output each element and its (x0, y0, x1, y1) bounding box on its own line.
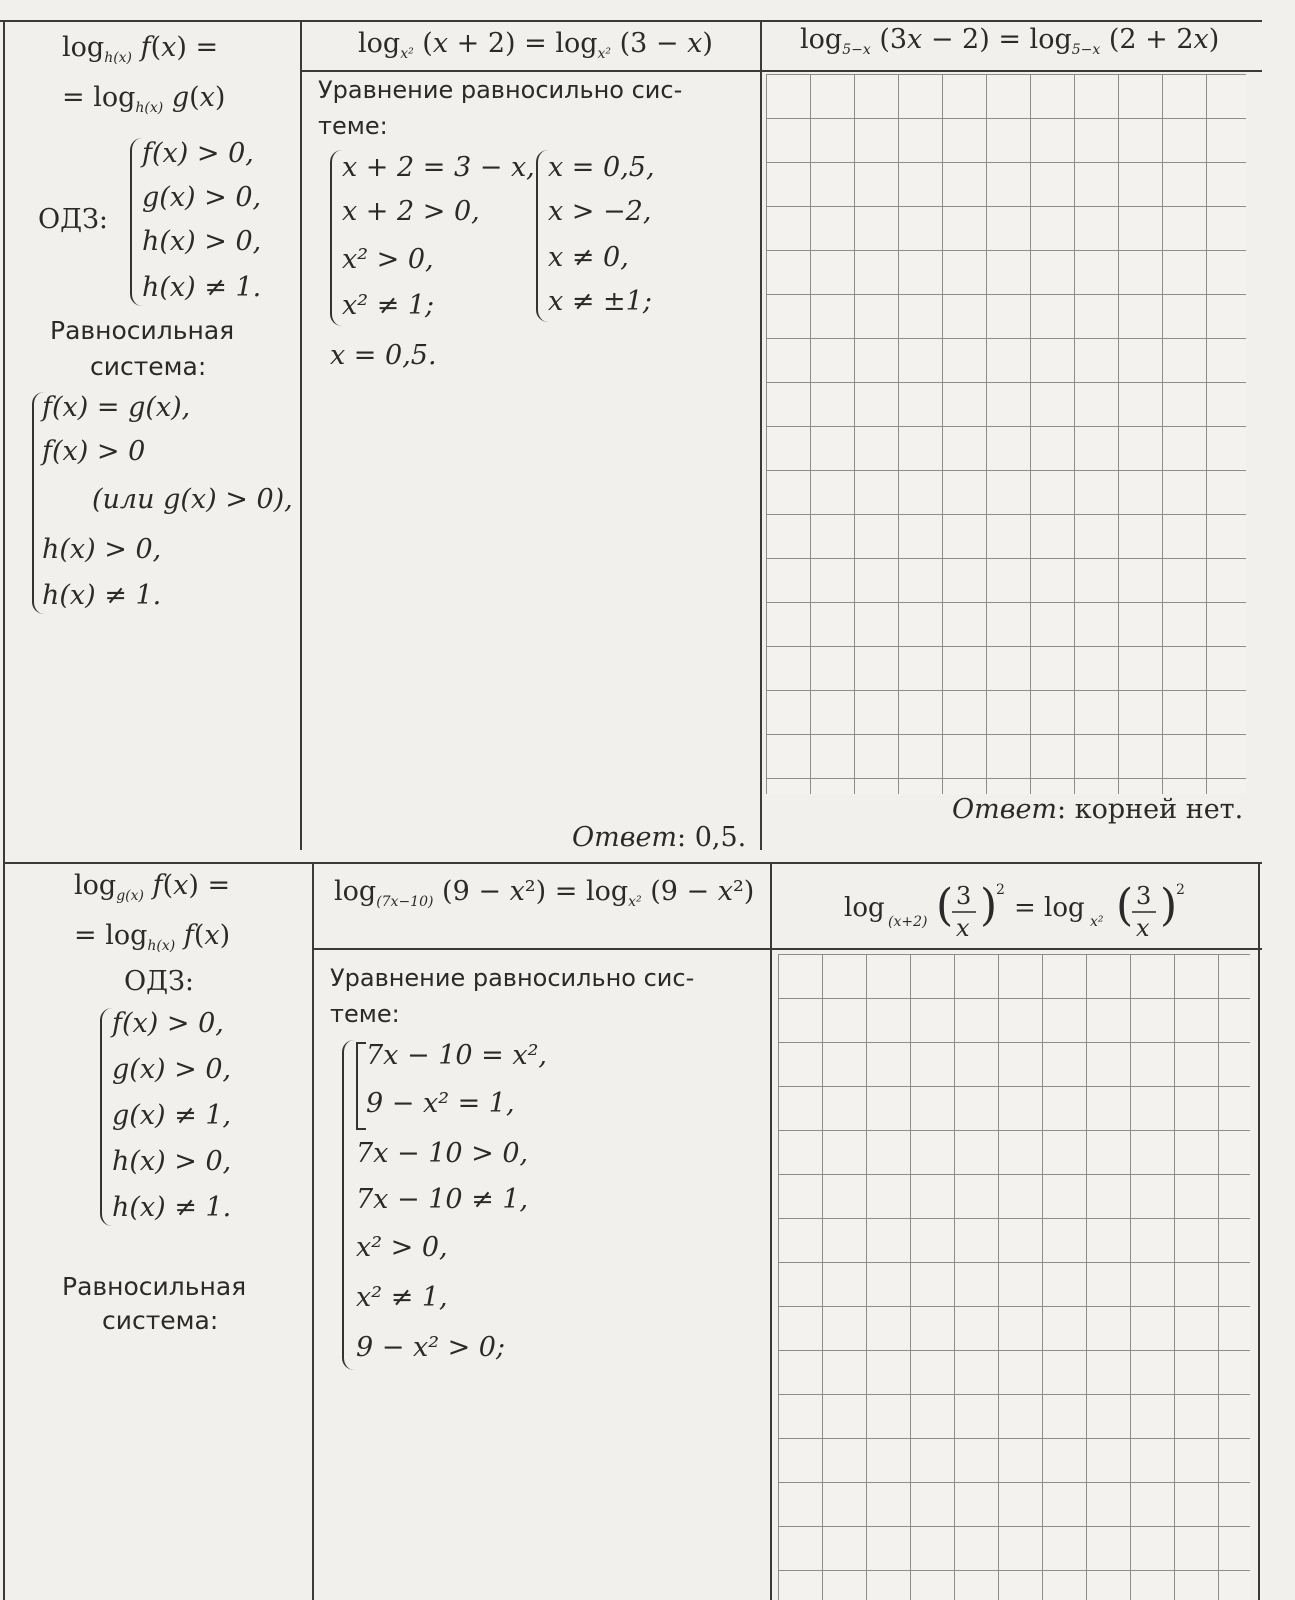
row-divider (3, 862, 1262, 864)
r1c1-odz-cond-4: h(x) ≠ 1. (142, 272, 262, 303)
table-left-border (3, 20, 5, 1600)
r2c2-alt-1: 7x − 10 = x², (366, 1040, 547, 1071)
col-divider-2-row1 (760, 20, 762, 850)
r2c2-header-equation: $\log_{(7x-10)} (9 - x^2) = \log_{x^2} (9 - x^2)$ (334, 876, 755, 910)
svg-text:x: x (956, 914, 970, 942)
r2c1-odz-brace (100, 1008, 112, 1226)
r1c1-system-1: f(x) = g(x), (42, 392, 191, 423)
table-top-border (0, 20, 1262, 22)
r2c2-rest-1: 7x − 10 > 0, (356, 1138, 529, 1169)
r2c2-alt-2: 9 − x² = 1, (366, 1088, 515, 1119)
svg-text:log: log (844, 893, 885, 923)
r2c2-intro-2: теме: (330, 1000, 400, 1028)
r2c1-equiv-label-1: Равносильная (62, 1272, 247, 1301)
svg-text:2: 2 (996, 882, 1005, 898)
r1c2-result: x = 0,5. (330, 340, 437, 371)
r1c1-equiv-label-1: Равносильная (50, 316, 235, 345)
col-divider-1-row2 (312, 862, 314, 1600)
svg-text:(: ( (1116, 880, 1134, 931)
r1c3-answer-label: Ответ (952, 794, 1058, 825)
r1c2-right-1: x = 0,5, (548, 152, 655, 183)
svg-text:2: 2 (1176, 882, 1185, 898)
grid-workspace-row1 (766, 74, 1246, 794)
r2c2-rest-2: 7x − 10 ≠ 1, (356, 1184, 529, 1215)
r2c2-rest-3: x² > 0, (356, 1232, 448, 1263)
r2c1-equation-line1: $\log_{g(x)} f(x)$ = (74, 870, 231, 904)
r2c1-equation-line2: = $\log_{h(x)} f(x)$ (74, 920, 231, 954)
svg-text:x: x (1136, 914, 1150, 942)
svg-text:3: 3 (1136, 882, 1152, 910)
r1c2-answer (572, 822, 746, 854)
svg-text:3: 3 (956, 882, 972, 910)
r1c1-equation-line2: = $\log_{h(x)} g(x)$ (62, 82, 226, 116)
row2-header-line-mid (312, 948, 772, 950)
r2c3-header-equation (844, 880, 1244, 944)
r2c1-equiv-label-2: система: (102, 1306, 219, 1335)
r1c3-answer-value: : корней нет. (1057, 794, 1244, 825)
r1c1-odz-cond-2: g(x) > 0, (142, 182, 262, 213)
r1c2-left-3: x² > 0, (342, 244, 434, 275)
svg-text:): ) (980, 880, 998, 931)
r2c1-odz-cond-3: g(x) ≠ 1, (112, 1100, 232, 1131)
r1c1-odz-brace (130, 138, 142, 306)
col-divider-2-row2 (770, 862, 772, 1600)
r1c1-system-5: h(x) ≠ 1. (42, 580, 162, 611)
r1c2-intro-1: Уравнение равносильно сис- (318, 76, 683, 104)
r1c1-system-2: f(x) > 0 (42, 436, 146, 467)
r2c1-odz-cond-2: g(x) > 0, (112, 1054, 232, 1085)
r1c2-answer-value: : 0,5. (677, 822, 747, 853)
svg-text:= log: = log (1014, 893, 1085, 923)
svg-text:(: ( (936, 880, 954, 931)
row2-header-line-right (770, 948, 1262, 950)
r2c1-odz-cond-5: h(x) ≠ 1. (112, 1192, 232, 1223)
table-right-border-row2 (1258, 862, 1260, 1600)
r1c3-header-equation: $\log_{5-x} (3x - 2) = \log_{5-x} (2 + 2x)$ (800, 24, 1220, 58)
r1c2-right-2: x > −2, (548, 196, 652, 227)
r1c2-right-4: x ≠ ±1; (548, 286, 652, 317)
r1c1-odz-cond-3: h(x) > 0, (142, 226, 262, 257)
r1c2-left-1: x + 2 = 3 − x, (342, 152, 535, 183)
r2c1-odz-cond-1: f(x) > 0, (112, 1008, 224, 1039)
r2c2-rest-4: x² ≠ 1, (356, 1282, 448, 1313)
r1c3-answer (950, 794, 1245, 826)
svg-text:): ) (1160, 880, 1178, 931)
r2c2-rest-5: 9 − x² > 0; (356, 1332, 506, 1363)
r1c1-equation-line1: $\log_{h(x)} f(x)$ = (62, 32, 219, 66)
r1c2-header-equation: $\log_{x^2} (x + 2) = \log_{x^2} (3 - x)$ (358, 28, 713, 62)
r1c2-answer-label: Ответ (572, 822, 678, 853)
r1c2-intro-2: теме: (318, 112, 388, 140)
row1-header-line (300, 70, 1262, 72)
r2c3-formula-svg (844, 880, 1244, 944)
r2c1-odz-cond-4: h(x) > 0, (112, 1146, 232, 1177)
grid-workspace-row2 (778, 954, 1250, 1600)
r2c1-odz-label: ОДЗ: (124, 966, 195, 997)
r1c1-equiv-label-2: система: (90, 352, 207, 381)
r2c2-system-outer-brace (342, 1040, 354, 1370)
r1c2-left-4: x² ≠ 1; (342, 290, 435, 321)
r1c1-system-3: (или g(x) > 0), (92, 484, 293, 515)
col-divider-1-row1 (300, 20, 302, 850)
r1c1-system-4: h(x) > 0, (42, 534, 162, 565)
r2c2-intro-1: Уравнение равносильно сис- (330, 964, 695, 992)
r1c2-system-right-brace (536, 150, 548, 322)
r1c2-right-3: x ≠ 0, (548, 242, 629, 273)
r1c1-odz-label: ОДЗ: (38, 204, 109, 235)
svg-text:x²: x² (1090, 914, 1104, 930)
r1c2-system-left-brace (330, 150, 342, 326)
svg-text:(x+2): (x+2) (888, 914, 928, 930)
r1c2-left-2: x + 2 > 0, (342, 196, 480, 227)
r2c2-system-alt-bracket (356, 1042, 366, 1130)
r1c1-odz-cond-1: f(x) > 0, (142, 138, 254, 169)
